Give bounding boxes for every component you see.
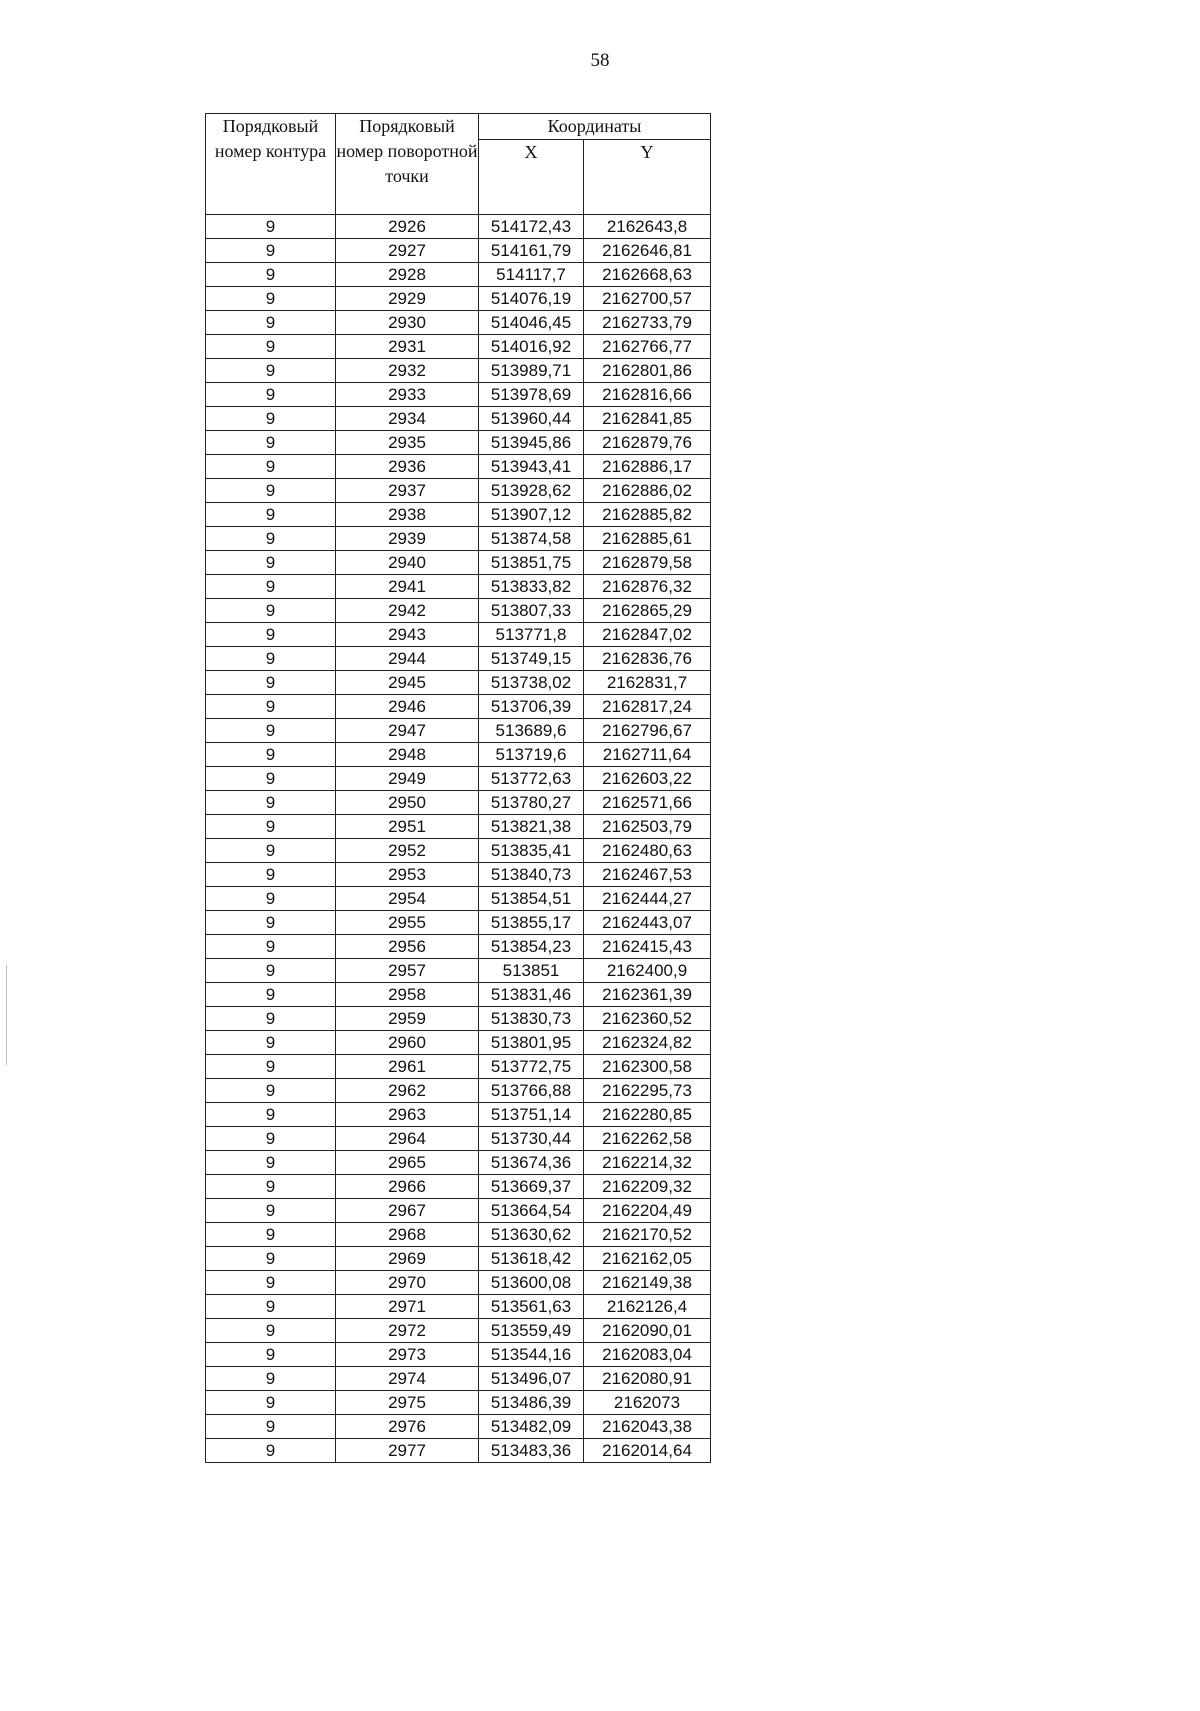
table-row	[206, 719, 711, 743]
cell-contour-number: 9	[206, 407, 336, 431]
cell-point-number: 2931	[336, 335, 479, 359]
cell-contour-number: 9	[206, 599, 336, 623]
cell-y: 2162443,07	[584, 911, 711, 935]
cell-point-number: 2951	[336, 815, 479, 839]
table-row	[206, 911, 711, 935]
cell-contour-number: 9	[206, 1391, 336, 1415]
cell-contour-number: 9	[206, 455, 336, 479]
cell-x: 513874,58	[479, 527, 584, 551]
cell-contour-number: 9	[206, 311, 336, 335]
cell-contour-number: 9	[206, 503, 336, 527]
cell-y: 2162444,27	[584, 887, 711, 911]
scan-artifact-line	[6, 965, 7, 1065]
table-row	[206, 215, 711, 239]
cell-point-number: 2929	[336, 287, 479, 311]
cell-x: 514161,79	[479, 239, 584, 263]
table-row	[206, 599, 711, 623]
cell-point-number: 2937	[336, 479, 479, 503]
header-contour-number: Порядковый номер контура	[206, 114, 336, 215]
coordinates-table	[205, 113, 711, 1463]
header-point-number: Порядковый номер поворотной точки	[336, 114, 479, 215]
table-row	[206, 695, 711, 719]
cell-point-number: 2963	[336, 1103, 479, 1127]
cell-contour-number: 9	[206, 863, 336, 887]
cell-contour-number: 9	[206, 671, 336, 695]
cell-x: 513749,15	[479, 647, 584, 671]
cell-point-number: 2940	[336, 551, 479, 575]
cell-point-number: 2974	[336, 1367, 479, 1391]
cell-y: 2162886,02	[584, 479, 711, 503]
cell-x: 514046,45	[479, 311, 584, 335]
table-row	[206, 1175, 711, 1199]
cell-contour-number: 9	[206, 215, 336, 239]
cell-x: 513835,41	[479, 839, 584, 863]
cell-y: 2162126,4	[584, 1295, 711, 1319]
cell-x: 513780,27	[479, 791, 584, 815]
header-y: Y	[584, 140, 711, 215]
cell-contour-number: 9	[206, 527, 336, 551]
cell-x: 513559,49	[479, 1319, 584, 1343]
cell-x: 513772,75	[479, 1055, 584, 1079]
cell-point-number: 2966	[336, 1175, 479, 1199]
cell-x: 513751,14	[479, 1103, 584, 1127]
cell-contour-number: 9	[206, 335, 336, 359]
cell-y: 2162885,82	[584, 503, 711, 527]
cell-point-number: 2934	[336, 407, 479, 431]
cell-y: 2162571,66	[584, 791, 711, 815]
cell-y: 2162415,43	[584, 935, 711, 959]
cell-x: 513978,69	[479, 383, 584, 407]
cell-y: 2162700,57	[584, 287, 711, 311]
cell-y: 2162014,64	[584, 1439, 711, 1463]
table-row	[206, 1247, 711, 1271]
cell-x: 513630,62	[479, 1223, 584, 1247]
cell-y: 2162262,58	[584, 1127, 711, 1151]
table-header	[206, 114, 711, 215]
table-row	[206, 1055, 711, 1079]
cell-point-number: 2975	[336, 1391, 479, 1415]
table-row	[206, 935, 711, 959]
cell-contour-number: 9	[206, 959, 336, 983]
cell-point-number: 2960	[336, 1031, 479, 1055]
table-row	[206, 479, 711, 503]
cell-point-number: 2952	[336, 839, 479, 863]
cell-y: 2162766,77	[584, 335, 711, 359]
cell-point-number: 2944	[336, 647, 479, 671]
cell-contour-number: 9	[206, 767, 336, 791]
cell-contour-number: 9	[206, 1271, 336, 1295]
table-row	[206, 1199, 711, 1223]
table-row	[206, 791, 711, 815]
cell-point-number: 2954	[336, 887, 479, 911]
cell-contour-number: 9	[206, 623, 336, 647]
cell-point-number: 2970	[336, 1271, 479, 1295]
cell-point-number: 2945	[336, 671, 479, 695]
cell-point-number: 2946	[336, 695, 479, 719]
cell-x: 514172,43	[479, 215, 584, 239]
cell-y: 2162879,76	[584, 431, 711, 455]
cell-x: 513664,54	[479, 1199, 584, 1223]
cell-y: 2162073	[584, 1391, 711, 1415]
cell-contour-number: 9	[206, 1031, 336, 1055]
table-row	[206, 959, 711, 983]
table-row	[206, 527, 711, 551]
cell-x: 513907,12	[479, 503, 584, 527]
cell-x: 513772,63	[479, 767, 584, 791]
cell-y: 2162885,61	[584, 527, 711, 551]
cell-contour-number: 9	[206, 1127, 336, 1151]
cell-x: 513854,51	[479, 887, 584, 911]
cell-y: 2162847,02	[584, 623, 711, 647]
cell-contour-number: 9	[206, 1103, 336, 1127]
cell-y: 2162204,49	[584, 1199, 711, 1223]
cell-x: 513801,95	[479, 1031, 584, 1055]
cell-x: 513669,37	[479, 1175, 584, 1199]
cell-x: 513831,46	[479, 983, 584, 1007]
cell-y: 2162480,63	[584, 839, 711, 863]
cell-point-number: 2942	[336, 599, 479, 623]
table-row	[206, 1439, 711, 1463]
cell-point-number: 2932	[336, 359, 479, 383]
cell-y: 2162801,86	[584, 359, 711, 383]
cell-contour-number: 9	[206, 1319, 336, 1343]
cell-contour-number: 9	[206, 791, 336, 815]
table-row	[206, 1391, 711, 1415]
table-row	[206, 407, 711, 431]
cell-y: 2162467,53	[584, 863, 711, 887]
table-row	[206, 263, 711, 287]
cell-point-number: 2969	[336, 1247, 479, 1271]
cell-y: 2162280,85	[584, 1103, 711, 1127]
cell-point-number: 2973	[336, 1343, 479, 1367]
cell-point-number: 2972	[336, 1319, 479, 1343]
cell-contour-number: 9	[206, 551, 336, 575]
cell-x: 513851	[479, 959, 584, 983]
cell-y: 2162817,24	[584, 695, 711, 719]
cell-contour-number: 9	[206, 1055, 336, 1079]
cell-y: 2162170,52	[584, 1223, 711, 1247]
cell-y: 2162083,04	[584, 1343, 711, 1367]
table-row	[206, 455, 711, 479]
table-row	[206, 887, 711, 911]
cell-contour-number: 9	[206, 239, 336, 263]
table-row	[206, 1271, 711, 1295]
cell-y: 2162816,66	[584, 383, 711, 407]
cell-contour-number: 9	[206, 1199, 336, 1223]
cell-point-number: 2936	[336, 455, 479, 479]
cell-contour-number: 9	[206, 983, 336, 1007]
cell-x: 513960,44	[479, 407, 584, 431]
cell-x: 513943,41	[479, 455, 584, 479]
cell-contour-number: 9	[206, 1343, 336, 1367]
cell-y: 2162090,01	[584, 1319, 711, 1343]
table-row	[206, 1031, 711, 1055]
cell-y: 2162865,29	[584, 599, 711, 623]
cell-x: 513482,09	[479, 1415, 584, 1439]
cell-contour-number: 9	[206, 695, 336, 719]
cell-contour-number: 9	[206, 359, 336, 383]
cell-x: 513483,36	[479, 1439, 584, 1463]
cell-y: 2162209,32	[584, 1175, 711, 1199]
table-row	[206, 287, 711, 311]
cell-point-number: 2948	[336, 743, 479, 767]
cell-contour-number: 9	[206, 815, 336, 839]
cell-contour-number: 9	[206, 911, 336, 935]
cell-x: 513771,8	[479, 623, 584, 647]
cell-point-number: 2961	[336, 1055, 479, 1079]
cell-point-number: 2967	[336, 1199, 479, 1223]
cell-point-number: 2965	[336, 1151, 479, 1175]
cell-point-number: 2927	[336, 239, 479, 263]
cell-point-number: 2953	[336, 863, 479, 887]
cell-y: 2162711,64	[584, 743, 711, 767]
table-row	[206, 503, 711, 527]
table-row	[206, 623, 711, 647]
cell-point-number: 2943	[336, 623, 479, 647]
cell-point-number: 2968	[336, 1223, 479, 1247]
cell-contour-number: 9	[206, 1247, 336, 1271]
cell-x: 513486,39	[479, 1391, 584, 1415]
cell-contour-number: 9	[206, 383, 336, 407]
cell-y: 2162400,9	[584, 959, 711, 983]
table-row	[206, 359, 711, 383]
cell-point-number: 2959	[336, 1007, 479, 1031]
cell-y: 2162300,58	[584, 1055, 711, 1079]
cell-point-number: 2928	[336, 263, 479, 287]
cell-contour-number: 9	[206, 1223, 336, 1247]
table-row	[206, 1223, 711, 1247]
cell-contour-number: 9	[206, 1439, 336, 1463]
table-row	[206, 1151, 711, 1175]
cell-contour-number: 9	[206, 839, 336, 863]
cell-y: 2162360,52	[584, 1007, 711, 1031]
cell-point-number: 2949	[336, 767, 479, 791]
cell-x: 513706,39	[479, 695, 584, 719]
cell-x: 513945,86	[479, 431, 584, 455]
table-row	[206, 863, 711, 887]
table-row	[206, 983, 711, 1007]
table-row	[206, 1319, 711, 1343]
cell-y: 2162214,32	[584, 1151, 711, 1175]
cell-contour-number: 9	[206, 1415, 336, 1439]
table-row	[206, 767, 711, 791]
cell-contour-number: 9	[206, 719, 336, 743]
cell-y: 2162080,91	[584, 1367, 711, 1391]
cell-point-number: 2947	[336, 719, 479, 743]
table-row	[206, 1007, 711, 1031]
table-row	[206, 311, 711, 335]
table-row	[206, 815, 711, 839]
cell-contour-number: 9	[206, 1295, 336, 1319]
cell-x: 513833,82	[479, 575, 584, 599]
cell-point-number: 2971	[336, 1295, 479, 1319]
cell-contour-number: 9	[206, 479, 336, 503]
cell-contour-number: 9	[206, 1079, 336, 1103]
cell-x: 513928,62	[479, 479, 584, 503]
cell-y: 2162733,79	[584, 311, 711, 335]
cell-y: 2162796,67	[584, 719, 711, 743]
header-coordinates: Координаты	[479, 114, 711, 140]
cell-x: 513730,44	[479, 1127, 584, 1151]
cell-y: 2162836,76	[584, 647, 711, 671]
cell-point-number: 2941	[336, 575, 479, 599]
table-body	[206, 215, 711, 1463]
cell-contour-number: 9	[206, 935, 336, 959]
cell-y: 2162324,82	[584, 1031, 711, 1055]
cell-point-number: 2939	[336, 527, 479, 551]
cell-point-number: 2964	[336, 1127, 479, 1151]
table-row	[206, 1079, 711, 1103]
cell-contour-number: 9	[206, 743, 336, 767]
table-row	[206, 1103, 711, 1127]
cell-x: 513689,6	[479, 719, 584, 743]
cell-contour-number: 9	[206, 647, 336, 671]
cell-y: 2162149,38	[584, 1271, 711, 1295]
cell-contour-number: 9	[206, 1007, 336, 1031]
cell-point-number: 2958	[336, 983, 479, 1007]
cell-point-number: 2956	[336, 935, 479, 959]
cell-contour-number: 9	[206, 263, 336, 287]
header-x: X	[479, 140, 584, 215]
cell-x: 513855,17	[479, 911, 584, 935]
cell-point-number: 2935	[336, 431, 479, 455]
cell-x: 513766,88	[479, 1079, 584, 1103]
cell-y: 2162876,32	[584, 575, 711, 599]
cell-x: 514076,19	[479, 287, 584, 311]
table-row	[206, 743, 711, 767]
cell-x: 513561,63	[479, 1295, 584, 1319]
cell-x: 513600,08	[479, 1271, 584, 1295]
cell-x: 514016,92	[479, 335, 584, 359]
cell-point-number: 2933	[336, 383, 479, 407]
table-row	[206, 1295, 711, 1319]
cell-point-number: 2938	[336, 503, 479, 527]
cell-contour-number: 9	[206, 887, 336, 911]
cell-x: 513544,16	[479, 1343, 584, 1367]
cell-y: 2162295,73	[584, 1079, 711, 1103]
cell-y: 2162668,63	[584, 263, 711, 287]
cell-y: 2162886,17	[584, 455, 711, 479]
cell-x: 513830,73	[479, 1007, 584, 1031]
cell-x: 514117,7	[479, 263, 584, 287]
cell-x: 513821,38	[479, 815, 584, 839]
table-row	[206, 383, 711, 407]
cell-x: 513989,71	[479, 359, 584, 383]
table-row	[206, 1343, 711, 1367]
cell-y: 2162841,85	[584, 407, 711, 431]
cell-contour-number: 9	[206, 1151, 336, 1175]
table-row	[206, 1367, 711, 1391]
cell-point-number: 2955	[336, 911, 479, 935]
cell-point-number: 2930	[336, 311, 479, 335]
cell-x: 513807,33	[479, 599, 584, 623]
table-row	[206, 1415, 711, 1439]
table-row	[206, 431, 711, 455]
cell-y: 2162603,22	[584, 767, 711, 791]
cell-point-number: 2926	[336, 215, 479, 239]
cell-x: 513674,36	[479, 1151, 584, 1175]
cell-x: 513840,73	[479, 863, 584, 887]
table-row	[206, 551, 711, 575]
cell-point-number: 2950	[336, 791, 479, 815]
cell-x: 513851,75	[479, 551, 584, 575]
cell-x: 513854,23	[479, 935, 584, 959]
table-row	[206, 839, 711, 863]
page-number: 58	[590, 50, 610, 71]
cell-y: 2162361,39	[584, 983, 711, 1007]
cell-x: 513618,42	[479, 1247, 584, 1271]
cell-x: 513719,6	[479, 743, 584, 767]
table-row	[206, 575, 711, 599]
table-row	[206, 647, 711, 671]
cell-y: 2162646,81	[584, 239, 711, 263]
cell-x: 513738,02	[479, 671, 584, 695]
cell-contour-number: 9	[206, 575, 336, 599]
table-row	[206, 335, 711, 359]
cell-point-number: 2976	[336, 1415, 479, 1439]
table-row	[206, 239, 711, 263]
cell-y: 2162162,05	[584, 1247, 711, 1271]
cell-x: 513496,07	[479, 1367, 584, 1391]
table-row	[206, 671, 711, 695]
cell-point-number: 2977	[336, 1439, 479, 1463]
cell-point-number: 2957	[336, 959, 479, 983]
cell-y: 2162503,79	[584, 815, 711, 839]
cell-y: 2162043,38	[584, 1415, 711, 1439]
cell-point-number: 2962	[336, 1079, 479, 1103]
cell-contour-number: 9	[206, 1175, 336, 1199]
cell-contour-number: 9	[206, 1367, 336, 1391]
cell-y: 2162879,58	[584, 551, 711, 575]
cell-contour-number: 9	[206, 287, 336, 311]
table-row	[206, 1127, 711, 1151]
cell-y: 2162643,8	[584, 215, 711, 239]
cell-contour-number: 9	[206, 431, 336, 455]
cell-y: 2162831,7	[584, 671, 711, 695]
